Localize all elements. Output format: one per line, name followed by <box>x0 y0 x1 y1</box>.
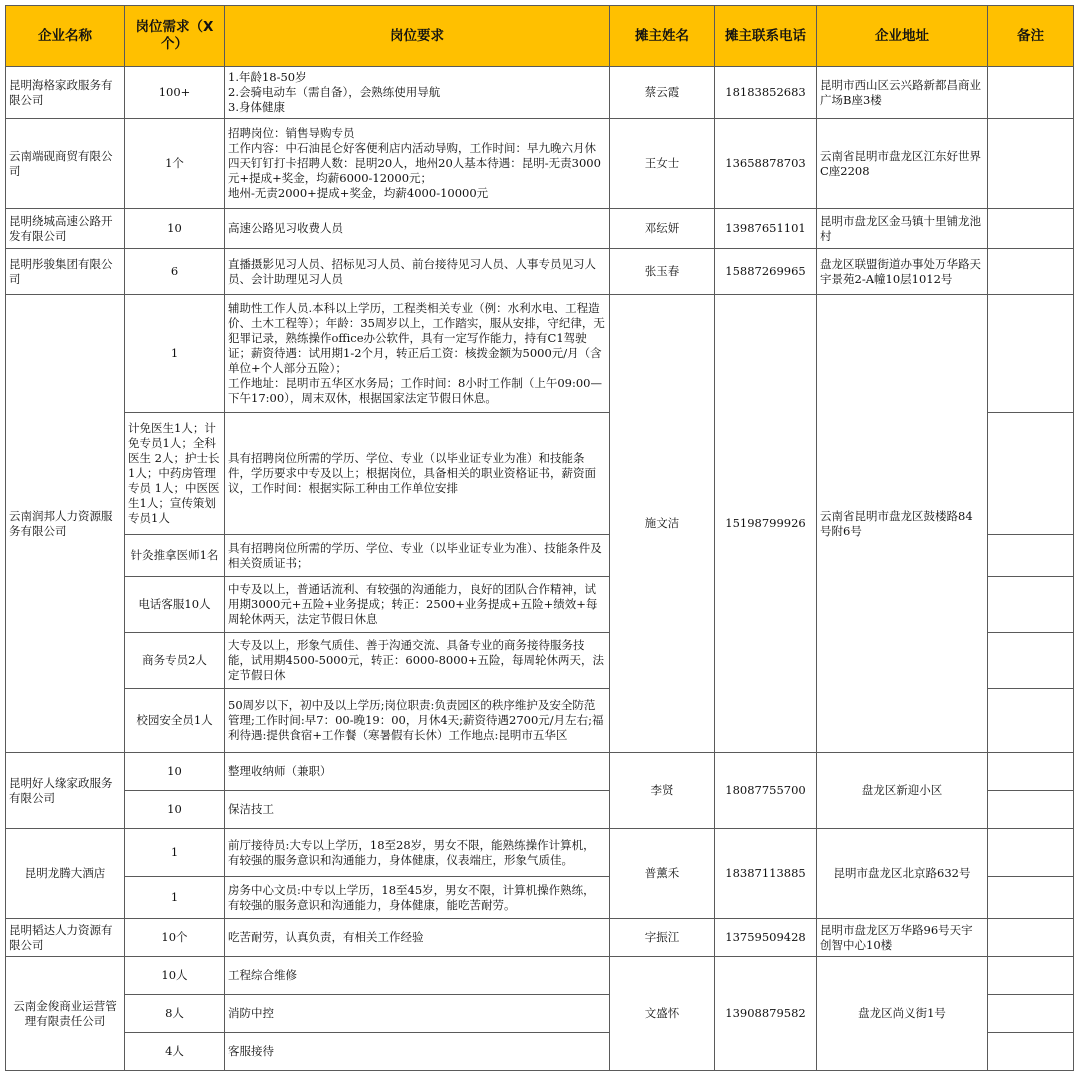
job-count: 6 <box>125 249 225 295</box>
note <box>988 829 1074 877</box>
table-row <box>6 295 1074 413</box>
contact-phone: 13987651101 <box>715 209 817 249</box>
job-requirement: 具有招聘岗位所需的学历、学位、专业（以毕业证专业为准）、技能条件及相关资质证书； <box>225 535 610 577</box>
note <box>988 791 1074 829</box>
header-company: 企业名称 <box>6 6 125 67</box>
job-requirement: 50周岁以下，初中及以上学历;岗位职责:负责园区的秩序维护及安全防范管理;工作时间:早7：00-晚19：00，月休4天;薪资待遇2700元/月左右;福利待遇:提供食宿+工作餐（寒暑假有长休）工作地点:昆明市五华区 <box>225 689 610 753</box>
note <box>988 413 1074 535</box>
company-name: 昆明绕城高速公路开发有限公司 <box>6 209 125 249</box>
recruitment-table <box>5 5 1074 1071</box>
company-name: 云南端砚商贸有限公司 <box>6 119 125 209</box>
header-note: 备注 <box>988 6 1074 67</box>
company-name: 昆明海格家政服务有限公司 <box>6 67 125 119</box>
contact-name: 文盛怀 <box>610 957 715 1071</box>
contact-phone: 18387113885 <box>715 829 817 919</box>
header-contact-phone: 摊主联系电话 <box>715 6 817 67</box>
table-row <box>6 753 1074 791</box>
job-requirement: 吃苦耐劳，认真负责，有相关工作经验 <box>225 919 610 957</box>
job-requirement: 中专及以上，普通话流利、有较强的沟通能力，良好的团队合作精神，试用期3000元+五险+业务提成；转正：2500+业务提成+五险+绩效+每周轮休两天，法定节假日休息 <box>225 577 610 633</box>
note <box>988 535 1074 577</box>
table-row <box>6 209 1074 249</box>
note <box>988 689 1074 753</box>
note <box>988 209 1074 249</box>
company-address: 昆明市盘龙区金马镇十里铺龙池村 <box>817 209 988 249</box>
company-address: 云南省昆明市盘龙区鼓楼路84号附6号 <box>817 295 988 753</box>
header-row <box>6 6 1074 67</box>
contact-name: 王女士 <box>610 119 715 209</box>
note <box>988 633 1074 689</box>
header-address: 企业地址 <box>817 6 988 67</box>
company-address: 盘龙区新迎小区 <box>817 753 988 829</box>
contact-name: 张玉春 <box>610 249 715 295</box>
company-address: 昆明市盘龙区北京路632号 <box>817 829 988 919</box>
header-requirements: 岗位要求 <box>225 6 610 67</box>
company-name: 昆明韬达人力资源有限公司 <box>6 919 125 957</box>
job-requirement: 房务中心文员:中专以上学历，18至45岁，男女不限，计算机操作熟练，有较强的服务意识和沟通能力，身体健康，能吃苦耐劳。 <box>225 877 610 919</box>
contact-name: 蔡云霞 <box>610 67 715 119</box>
contact-name: 普薰禾 <box>610 829 715 919</box>
job-requirement: 整理收纳师（兼职） <box>225 753 610 791</box>
company-name: 昆明龙腾大酒店 <box>6 829 125 919</box>
job-requirement: 招聘岗位：销售导购专员 工作内容：中石油昆仑好客便利店内活动导购，工作时间：早九晚六月休四天钉钉打卡招聘人数：昆明20人，地州20人基本待遇：昆明-无责3000元+提成+奖金，均薪6000-12000元； 地州-无责2000+提成+奖金，均薪4000-10000元 <box>225 119 610 209</box>
company-address: 昆明市西山区云兴路新都昌商业广场B座3楼 <box>817 67 988 119</box>
contact-phone: 15887269965 <box>715 249 817 295</box>
contact-phone: 18183852683 <box>715 67 817 119</box>
header-contact-name: 摊主姓名 <box>610 6 715 67</box>
note <box>988 753 1074 791</box>
company-name: 云南润邦人力资源服务有限公司 <box>6 295 125 753</box>
job-requirement: 保洁技工 <box>225 791 610 829</box>
company-name: 昆明好人缘家政服务有限公司 <box>6 753 125 829</box>
job-count: 校园安全员1人 <box>125 689 225 753</box>
contact-name: 字振江 <box>610 919 715 957</box>
job-count: 1个 <box>125 119 225 209</box>
note <box>988 957 1074 995</box>
note <box>988 295 1074 413</box>
note <box>988 1033 1074 1071</box>
job-count: 电话客服10人 <box>125 577 225 633</box>
table-row <box>6 249 1074 295</box>
company-address: 盘龙区尚义街1号 <box>817 957 988 1071</box>
contact-name: 李贤 <box>610 753 715 829</box>
job-requirement: 大专及以上，形象气质佳、善于沟通交流、具备专业的商务接待服务技能，试用期4500-5000元，转正：6000-8000+五险，每周轮休两天，法定节假日休 <box>225 633 610 689</box>
table-row <box>6 829 1074 877</box>
table-row <box>6 119 1074 209</box>
table-row <box>6 919 1074 957</box>
company-name: 昆明彤骏集团有限公司 <box>6 249 125 295</box>
company-address: 云南省昆明市盘龙区江东好世界C座2208 <box>817 119 988 209</box>
job-count: 商务专员2人 <box>125 633 225 689</box>
contact-name: 邓纭妍 <box>610 209 715 249</box>
company-address: 昆明市盘龙区万华路96号天宇创智中心10楼 <box>817 919 988 957</box>
contact-phone: 15198799926 <box>715 295 817 753</box>
job-requirement: 直播摄影见习人员、招标见习人员、前台接待见习人员、人事专员见习人员、会计助理见习人员 <box>225 249 610 295</box>
job-count: 4人 <box>125 1033 225 1071</box>
job-count: 1 <box>125 295 225 413</box>
job-count: 10 <box>125 753 225 791</box>
note <box>988 919 1074 957</box>
company-address: 盘龙区联盟街道办事处万华路天宇景苑2-A幢10层1012号 <box>817 249 988 295</box>
job-count: 100+ <box>125 67 225 119</box>
table-row <box>6 67 1074 119</box>
contact-phone: 18087755700 <box>715 753 817 829</box>
note <box>988 119 1074 209</box>
note <box>988 577 1074 633</box>
job-count: 1 <box>125 877 225 919</box>
job-requirement: 具有招聘岗位所需的学历、学位、专业（以毕业证专业为准）和技能条件，学历要求中专及以上；根据岗位，具备相关的职业资格证书，薪资面议，工作时间：根据实际工种由工作单位安排 <box>225 413 610 535</box>
job-requirement: 前厅接待员:大专以上学历，18至28岁，男女不限，能熟练操作计算机，有较强的服务意识和沟通能力，身体健康，仪表端庄，形象气质佳。 <box>225 829 610 877</box>
job-requirement: 消防中控 <box>225 995 610 1033</box>
job-count: 计免医生1人；计免专员1人；全科医生 2人；护士长 1人；中药房管理专员 1人；中医医生1人；宣传策划专员1人 <box>125 413 225 535</box>
job-count: 1 <box>125 829 225 877</box>
job-requirement: 工程综合维修 <box>225 957 610 995</box>
note <box>988 995 1074 1033</box>
job-count: 10 <box>125 209 225 249</box>
contact-phone: 13759509428 <box>715 919 817 957</box>
job-count: 10人 <box>125 957 225 995</box>
note <box>988 877 1074 919</box>
note <box>988 249 1074 295</box>
job-count: 10个 <box>125 919 225 957</box>
company-name: 云南金俊商业运营管理有限责任公司 <box>6 957 125 1071</box>
job-count: 10 <box>125 791 225 829</box>
note <box>988 67 1074 119</box>
job-requirement: 1.年龄18-50岁 2.会骑电动车（需自备），会熟练使用导航 3.身体健康 <box>225 67 610 119</box>
job-count: 针灸推拿医师1名 <box>125 535 225 577</box>
contact-phone: 13908879582 <box>715 957 817 1071</box>
job-requirement: 客服接待 <box>225 1033 610 1071</box>
header-job-count: 岗位需求（X个） <box>125 6 225 67</box>
contact-name: 施文洁 <box>610 295 715 753</box>
job-requirement: 辅助性工作人员.本科以上学历，工程类相关专业（例：水利水电、工程造价、土木工程等）；年龄：35周岁以上，工作踏实，服从安排，守纪律，无犯罪记录，熟练操作office办公软件，具有一定写作能力，持有C1驾驶证；薪资待遇：试用期1-2个月，转正后工资：核拨金额为5000元/月（含单位+个人部分五险）； 工作地址：昆明市五华区水务局；工作时间：8小时工作制（上午09:00—下午17:00），周末双休，根据国家法定节假日休息。 <box>225 295 610 413</box>
job-count: 8人 <box>125 995 225 1033</box>
contact-phone: 13658878703 <box>715 119 817 209</box>
table-row <box>6 957 1074 995</box>
job-requirement: 高速公路见习收费人员 <box>225 209 610 249</box>
